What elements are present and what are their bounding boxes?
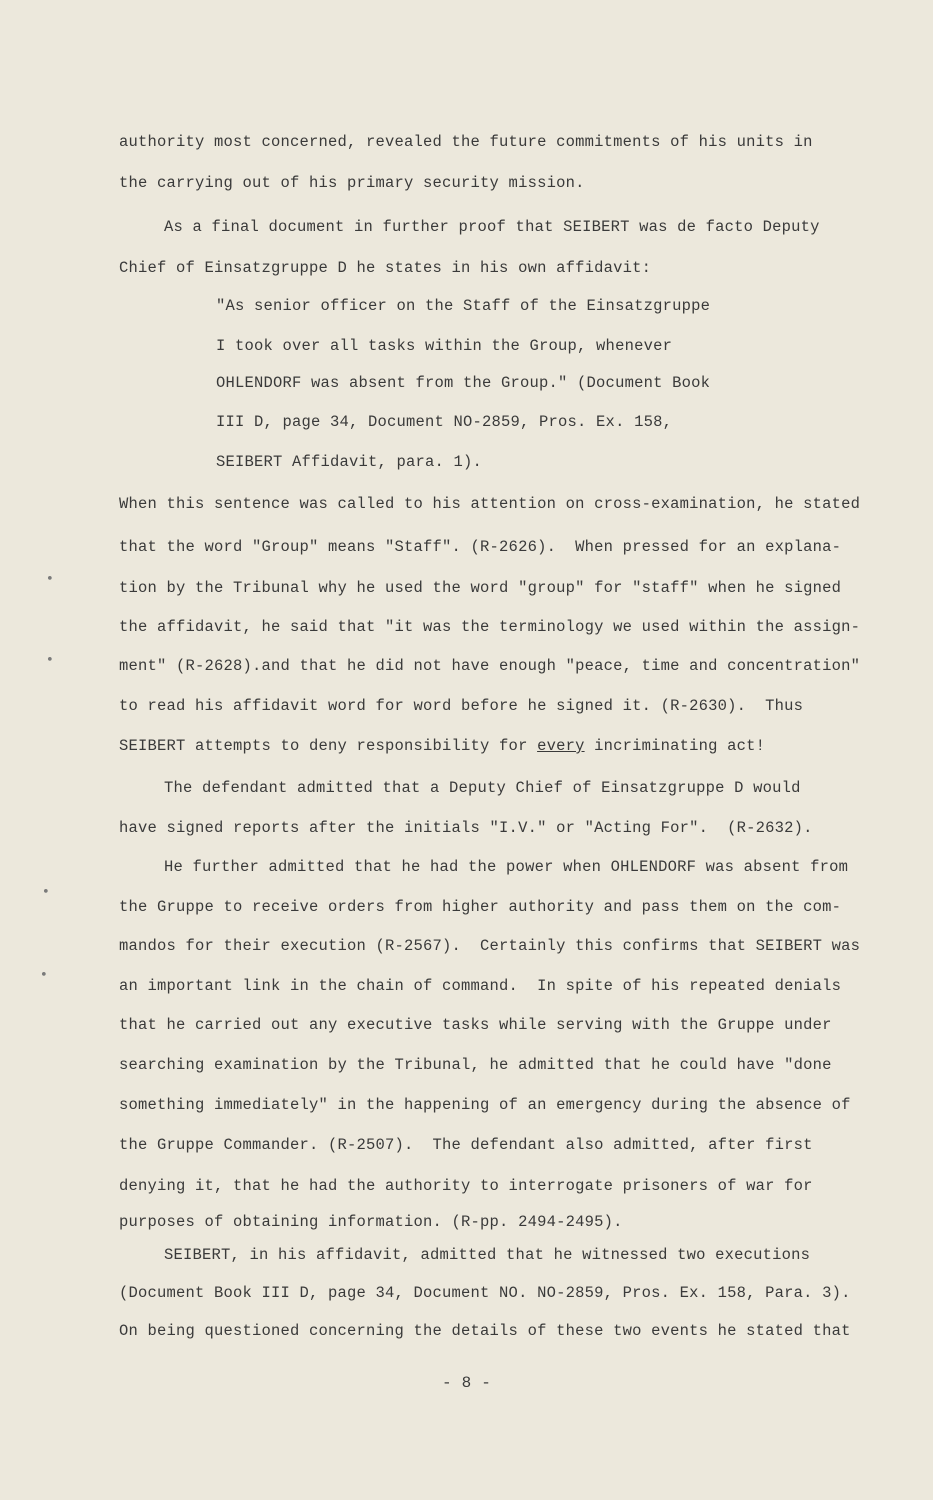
text-line: He further admitted that he had the power when OHLENDORF was absent from [126,858,849,876]
text-line: ment" (R-2628).and that he did not have enough "peace, time and concentration" [119,657,861,675]
text-line: On being questioned concerning the details of these two events he stated that [119,1322,851,1340]
text-line: Chief of Einsatzgruppe D he states in his own affidavit: [119,259,652,277]
quote-line: OHLENDORF was absent from the Group." (Document Book [216,374,711,392]
text-line: tion by the Tribunal why he used the word "group" for "staff" when he signed [119,579,842,597]
text-line: denying it, that he had the authority to interrogate prisoners of war for [119,1177,813,1195]
text-line: (Document Book III D, page 34, Document NO. NO-2859, Pros. Ex. 158, Para. 3). [119,1284,851,1302]
underlined-word: every [537,737,585,755]
text-line: the Gruppe Commander. (R-2507). The defendant also admitted, after first [119,1136,813,1154]
text-line: something immediately" in the happening of an emergency during the absence of [119,1096,851,1114]
text-line: have signed reports after the initials "I.V." or "Acting For". (R-2632). [119,819,813,837]
quote-line: "As senior officer on the Staff of the Einsatzgruppe [216,297,711,315]
text-line: authority most concerned, revealed the future commitments of his units in [119,133,813,151]
text-line: The defendant admitted that a Deputy Chief of Einsatzgruppe D would [126,779,801,797]
text-line: searching examination by the Tribunal, he admitted that he could have "done [119,1056,832,1074]
punch-hole-mark: • [42,885,50,900]
text-line: When this sentence was called to his attention on cross-examination, he stated [119,495,861,513]
quote-line: III D, page 34, Document NO-2859, Pros. Ex. 158, [216,413,673,431]
text-line: to read his affidavit word for word before he signed it. (R-2630). Thus [119,697,804,715]
text-line: mandos for their execution (R-2567). Certainly this confirms that SEIBERT was [119,937,861,955]
text-line: that the word "Group" means "Staff". (R-2626). When pressed for an explana- [119,538,842,556]
text-line: that he carried out any executive tasks while serving with the Gruppe under [119,1016,832,1034]
text-line-emphasis [119,737,765,755]
text-line: an important link in the chain of command. In spite of his repeated denials [119,977,842,995]
punch-hole-mark: • [46,572,54,587]
text-line: the Gruppe to receive orders from higher authority and pass them on the com- [119,898,842,916]
text-line: the affidavit, he said that "it was the terminology we used within the assign- [119,618,861,636]
text-line: the carrying out of his primary security mission. [119,174,585,192]
quote-line: I took over all tasks within the Group, whenever [216,337,673,355]
punch-hole-mark: • [46,653,54,668]
quote-line: SEIBERT Affidavit, para. 1). [216,453,483,471]
text-segment: incriminating act! [584,737,766,755]
page-number: - 8 - [441,1374,491,1392]
text-line: purposes of obtaining information. (R-pp. 2494-2495). [119,1213,623,1231]
text-line: SEIBERT, in his affidavit, admitted that he witnessed two executions [126,1246,811,1264]
punch-hole-mark: • [40,968,48,983]
text-segment: SEIBERT attempts to deny responsibility for [119,737,538,755]
text-line: As a final document in further proof that SEIBERT was de facto Deputy [126,218,820,236]
